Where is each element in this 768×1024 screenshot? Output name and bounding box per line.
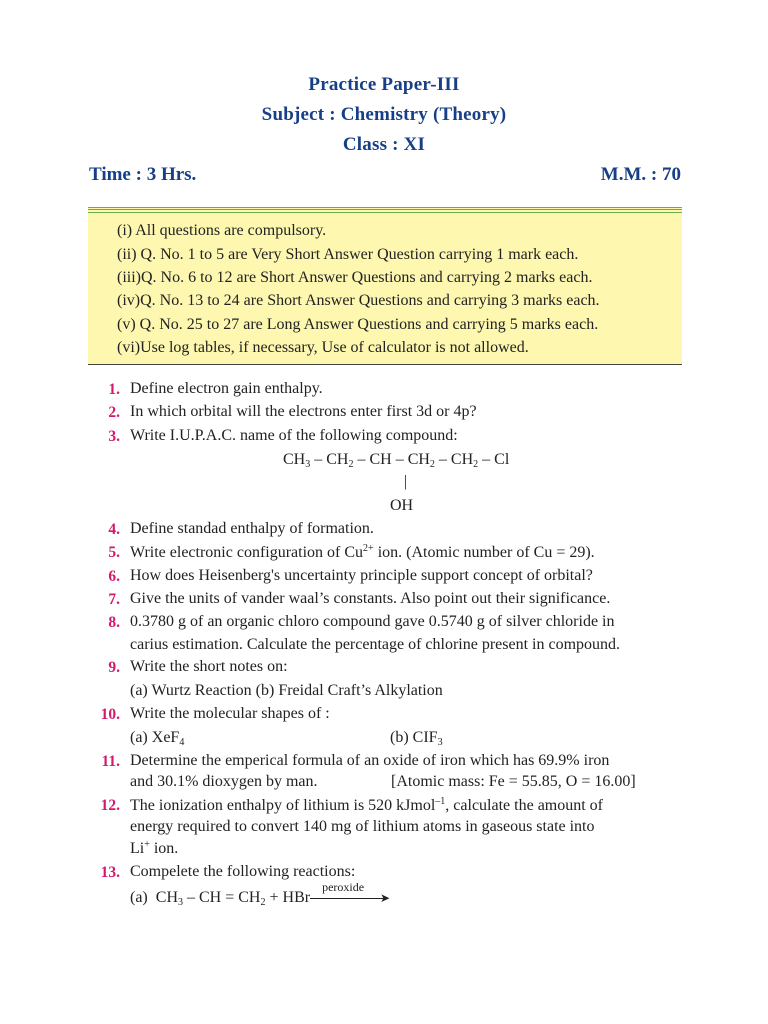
instruction-line: (iv)Q. No. 13 to 24 are Short Answer Questions and carrying 3 marks each. [117,292,600,309]
question-number: 2. [108,404,120,421]
question-number: 10. [100,706,120,723]
option-a: (a) XeF$_4$ [130,729,185,748]
instructions-top-rule [88,212,682,213]
branch-group: OH [390,497,414,514]
question-text: Write electronic configuration of $Cu^{2+}$ ion. (Atomic number of Cu = 29). [130,543,595,561]
question-number: 5. [108,544,120,561]
question-number: 8. [108,614,120,631]
question-text: In which orbital will the electrons enter first 3d or 4p? [130,403,477,420]
question-number: 3. [108,428,120,445]
iupac-compound-formula: $CH_3 - CH_2$ – CH – $CH_2 - CH_2$ – Cl [283,451,510,470]
question-number: 4. [108,521,120,538]
instruction-line: (i) All questions are compulsory. [117,222,327,239]
question-text: Write I.U.P.A.C. name of the following compound: [130,427,458,444]
max-marks-label: M.M. : 70 [600,164,681,185]
question-text: Li+ ion. [130,839,179,857]
question-text: Define electron gain enthalpy. [130,380,323,397]
question-text: Write the molecular shapes of : [130,705,330,722]
arrow-condition-label: peroxide [322,880,365,895]
question-number: 13. [100,864,120,881]
instructions-box [88,207,682,365]
question-number: 7. [108,591,120,608]
paper-subject: Subject : Chemistry (Theory) [261,104,507,125]
paper-title: Practice Paper-III [308,74,460,95]
question-text: 0.3780 g of an organic chloro compound gave 0.5740 g of silver chloride in [130,613,615,630]
question-text: Define standad enthalpy of formation. [130,520,374,537]
atomic-mass-note: [Atomic mass: Fe = 55.85, O = 16.00] [391,773,636,790]
instruction-line: (iii)Q. No. 6 to 12 are Short Answer Questions and carrying 2 marks each. [117,269,593,286]
reaction-a: (a) $CH_3$ – CH = $CH_2$ + HBr peroxide ➤ [130,880,391,908]
question-text: Write the short notes on: [130,658,288,675]
question-text: carius estimation. Calculate the percentage of chlorine present in compound. [130,636,621,653]
paper-class: Class : XI [342,134,426,155]
question-text: How does Heisenberg's uncertainty principle support concept of orbital? [130,567,593,584]
question-text: energy required to convert 140 mg of lithium atoms in gaseous state into [130,818,595,835]
question-text: (a) Wurtz Reaction (b) Freidal Craft’s Alkylation [130,682,443,699]
question-text: Compelete the following reactions: [130,863,356,880]
question-text: and 30.1% dioxygen by man. [130,773,318,790]
time-label: Time : 3 Hrs. [89,164,197,185]
reaction-arrow-icon: peroxide ➤ [310,891,390,905]
question-text: Give the units of vander waal’s constants. Also point out their significance. [130,590,611,607]
branch-bond: | [404,473,408,490]
question-text: The ionization enthalpy of lithium is 520 kJmol$^{-1}$, calculate the amount of [130,796,604,814]
question-text: Determine the emperical formula of an oxide of iron which has 69.9% iron [130,752,610,769]
question-number: 9. [108,659,120,676]
question-number: 11. [101,753,120,770]
option-b: (b) $CIF_3$ [390,729,443,748]
question-number: 6. [108,568,120,585]
instruction-line: (vi)Use log tables, if necessary, Use of calculator is not allowed. [117,339,529,356]
instruction-line: (ii) Q. No. 1 to 5 are Very Short Answer Question carrying 1 mark each. [117,246,579,263]
instruction-line: (v) Q. No. 25 to 27 are Long Answer Questions and carrying 5 marks each. [117,316,599,333]
question-number: 12. [100,797,120,814]
question-number: 1. [108,381,120,398]
